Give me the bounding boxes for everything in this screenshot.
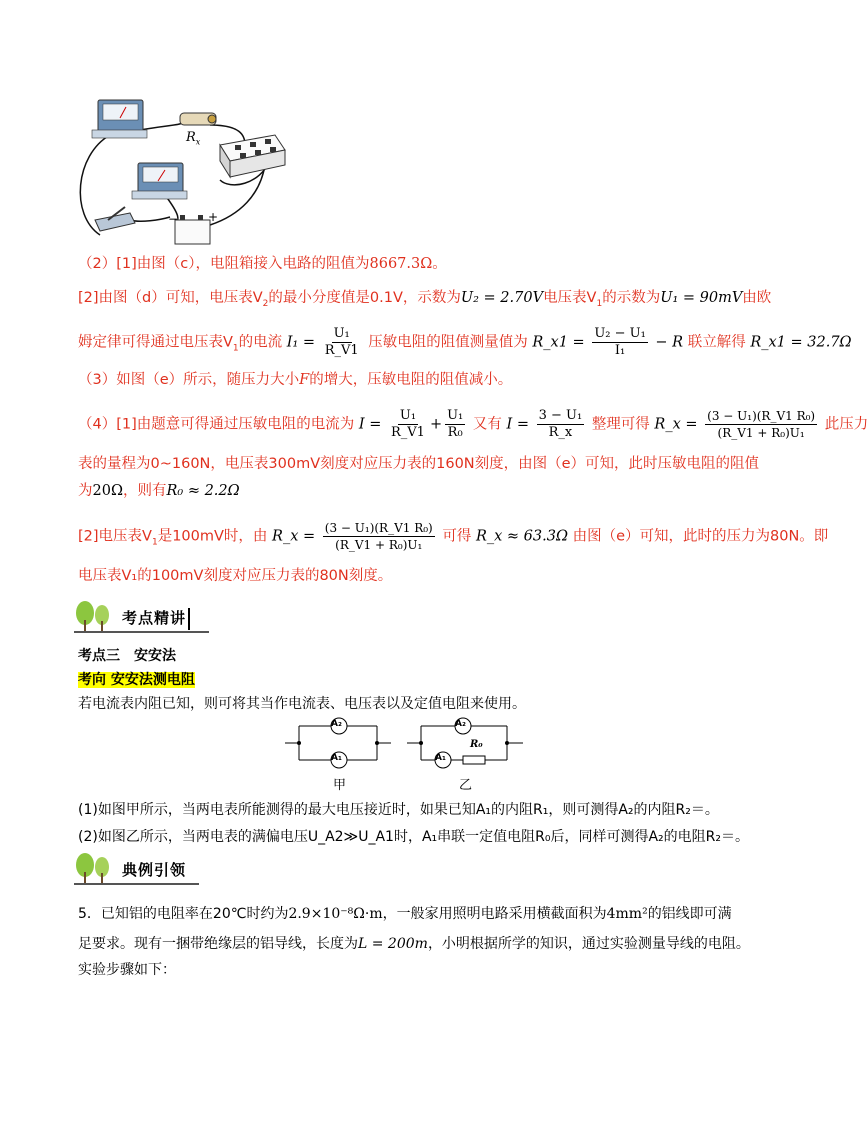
question-1: (1)如图甲所示，当两电表所能测得的最大电压接近时，如果已知A₁的内阻R₁，则可测得A₂的内阻R₂＝。 <box>78 802 719 818</box>
circuit-yi-a2: A₂ <box>455 719 466 729</box>
circuit-diagrams <box>285 716 525 770</box>
answer-line-9: 电压表V₁的100mV刻度对应压力表的80N刻度。 <box>78 568 393 584</box>
section-header-kaodian <box>74 598 209 632</box>
kaodian-subtitle: 考向 安安法测电阻 <box>78 672 195 688</box>
section-header-dianli <box>74 850 199 884</box>
svg-text:+: + <box>208 210 219 224</box>
answer-line-2: [2]由图（d）可知，电压表$V_2$的最小分度值是0.1V，示数为U₂ = 2.70V电压表$V_1$的示数为U₁ = 90mV由欧 <box>78 290 772 309</box>
answer-line-1: （2）[1]由图（c），电阻箱接入电路的阻值为8667.3Ω。 <box>78 256 447 272</box>
rx-label: $R_x$ <box>186 130 201 147</box>
section-underline <box>74 883 199 885</box>
question-2: (2)如图乙所示，当两电表的满偏电压U_A2≫U_A1时，A₁串联一定值电阻R₀后，同样可测得A₂的电阻R₂＝。 <box>78 829 750 845</box>
section-title: 考点精讲 <box>122 609 187 627</box>
answer-line-7: 为20Ω，则有R₀ ≈ 2.2Ω <box>78 483 240 499</box>
circuit-yi-a1: A₁ <box>435 753 446 763</box>
problem-line-2: 足要求。现有一捆带绝缘层的铝导线，长度为L = 200m，小明根据所学的知识，通过实验测量导线的电阻。 <box>78 936 750 952</box>
kaodian-title: 考点三 安安法 <box>78 648 176 664</box>
answer-line-8: [2]电压表$V_1$是100mV时，由 R_x = $\frac{\text{(3 − U₁)(R\_V1 R₀)}}{\text{(R\_V1 + R₀)U₁}}$ 可得 R_x ≈ 63.3Ω 由图（e）可知，此时的压力为80N。即 <box>78 521 829 552</box>
kaodian-intro: 若电流表内阻已知，则可将其当作电流表、电压表以及定值电阻来使用。 <box>78 696 526 712</box>
trees-icon <box>74 600 114 632</box>
section-underline <box>74 631 209 633</box>
circuit-label-jia: 甲 <box>333 778 347 793</box>
problem-line-1: 5．已知铝的电阻率在20℃时约为2.9×10⁻⁸Ω·m，一般家用照明电路采用横截面积为4mm²的铝线即可满 <box>78 906 732 922</box>
svg-text:−: − <box>168 212 179 226</box>
answer-line-4: （3）如图（e）所示，随压力大小F的增大，压敏电阻的阻值减小。 <box>78 372 513 388</box>
circuit-label-yi: 乙 <box>459 778 473 793</box>
apparatus-figure <box>70 95 300 250</box>
circuit-jia-a1: A₁ <box>331 753 342 763</box>
circuit-yi-r0: R₀ <box>470 739 483 750</box>
answer-line-3: 姆定律可得通过电压表$V_1$的电流 I₁ = $\frac{\text{U₁}}{R\_V1}$ 压敏电阻的阻值测量值为 R_x1 = $\frac{\text{U₂ − U₁}}{\text{I₁}}$ − R 联立解得 R_x1 = 32.7Ω <box>78 326 852 358</box>
problem-line-3: 实验步骤如下： <box>78 962 176 978</box>
circuit-jia-a2: A₂ <box>331 719 342 729</box>
answer-line-5: （4）[1]由题意可得通过压敏电阻的电流为 I = $\frac{\text{U₁}}{R\_V1}$ + $\frac{\text{U₁}}{\text{R₀}}$ 又有 I = $\frac{\text{3 − U₁}}{R\_x}$ 整理可得 R_x = $\frac{\text{(3 − U₁)(R\_V1 R₀)}}{\text{(R\_V1 + R₀)U₁}}$ 此压力 <box>78 408 868 440</box>
answer-line-6: 表的量程为0~160N，电压表300mV刻度对应压力表的160N刻度，由图（e）可知，此时压敏电阻的阻值 <box>78 456 760 472</box>
trees-icon <box>74 852 114 884</box>
section-title: 典例引领 <box>122 861 187 879</box>
